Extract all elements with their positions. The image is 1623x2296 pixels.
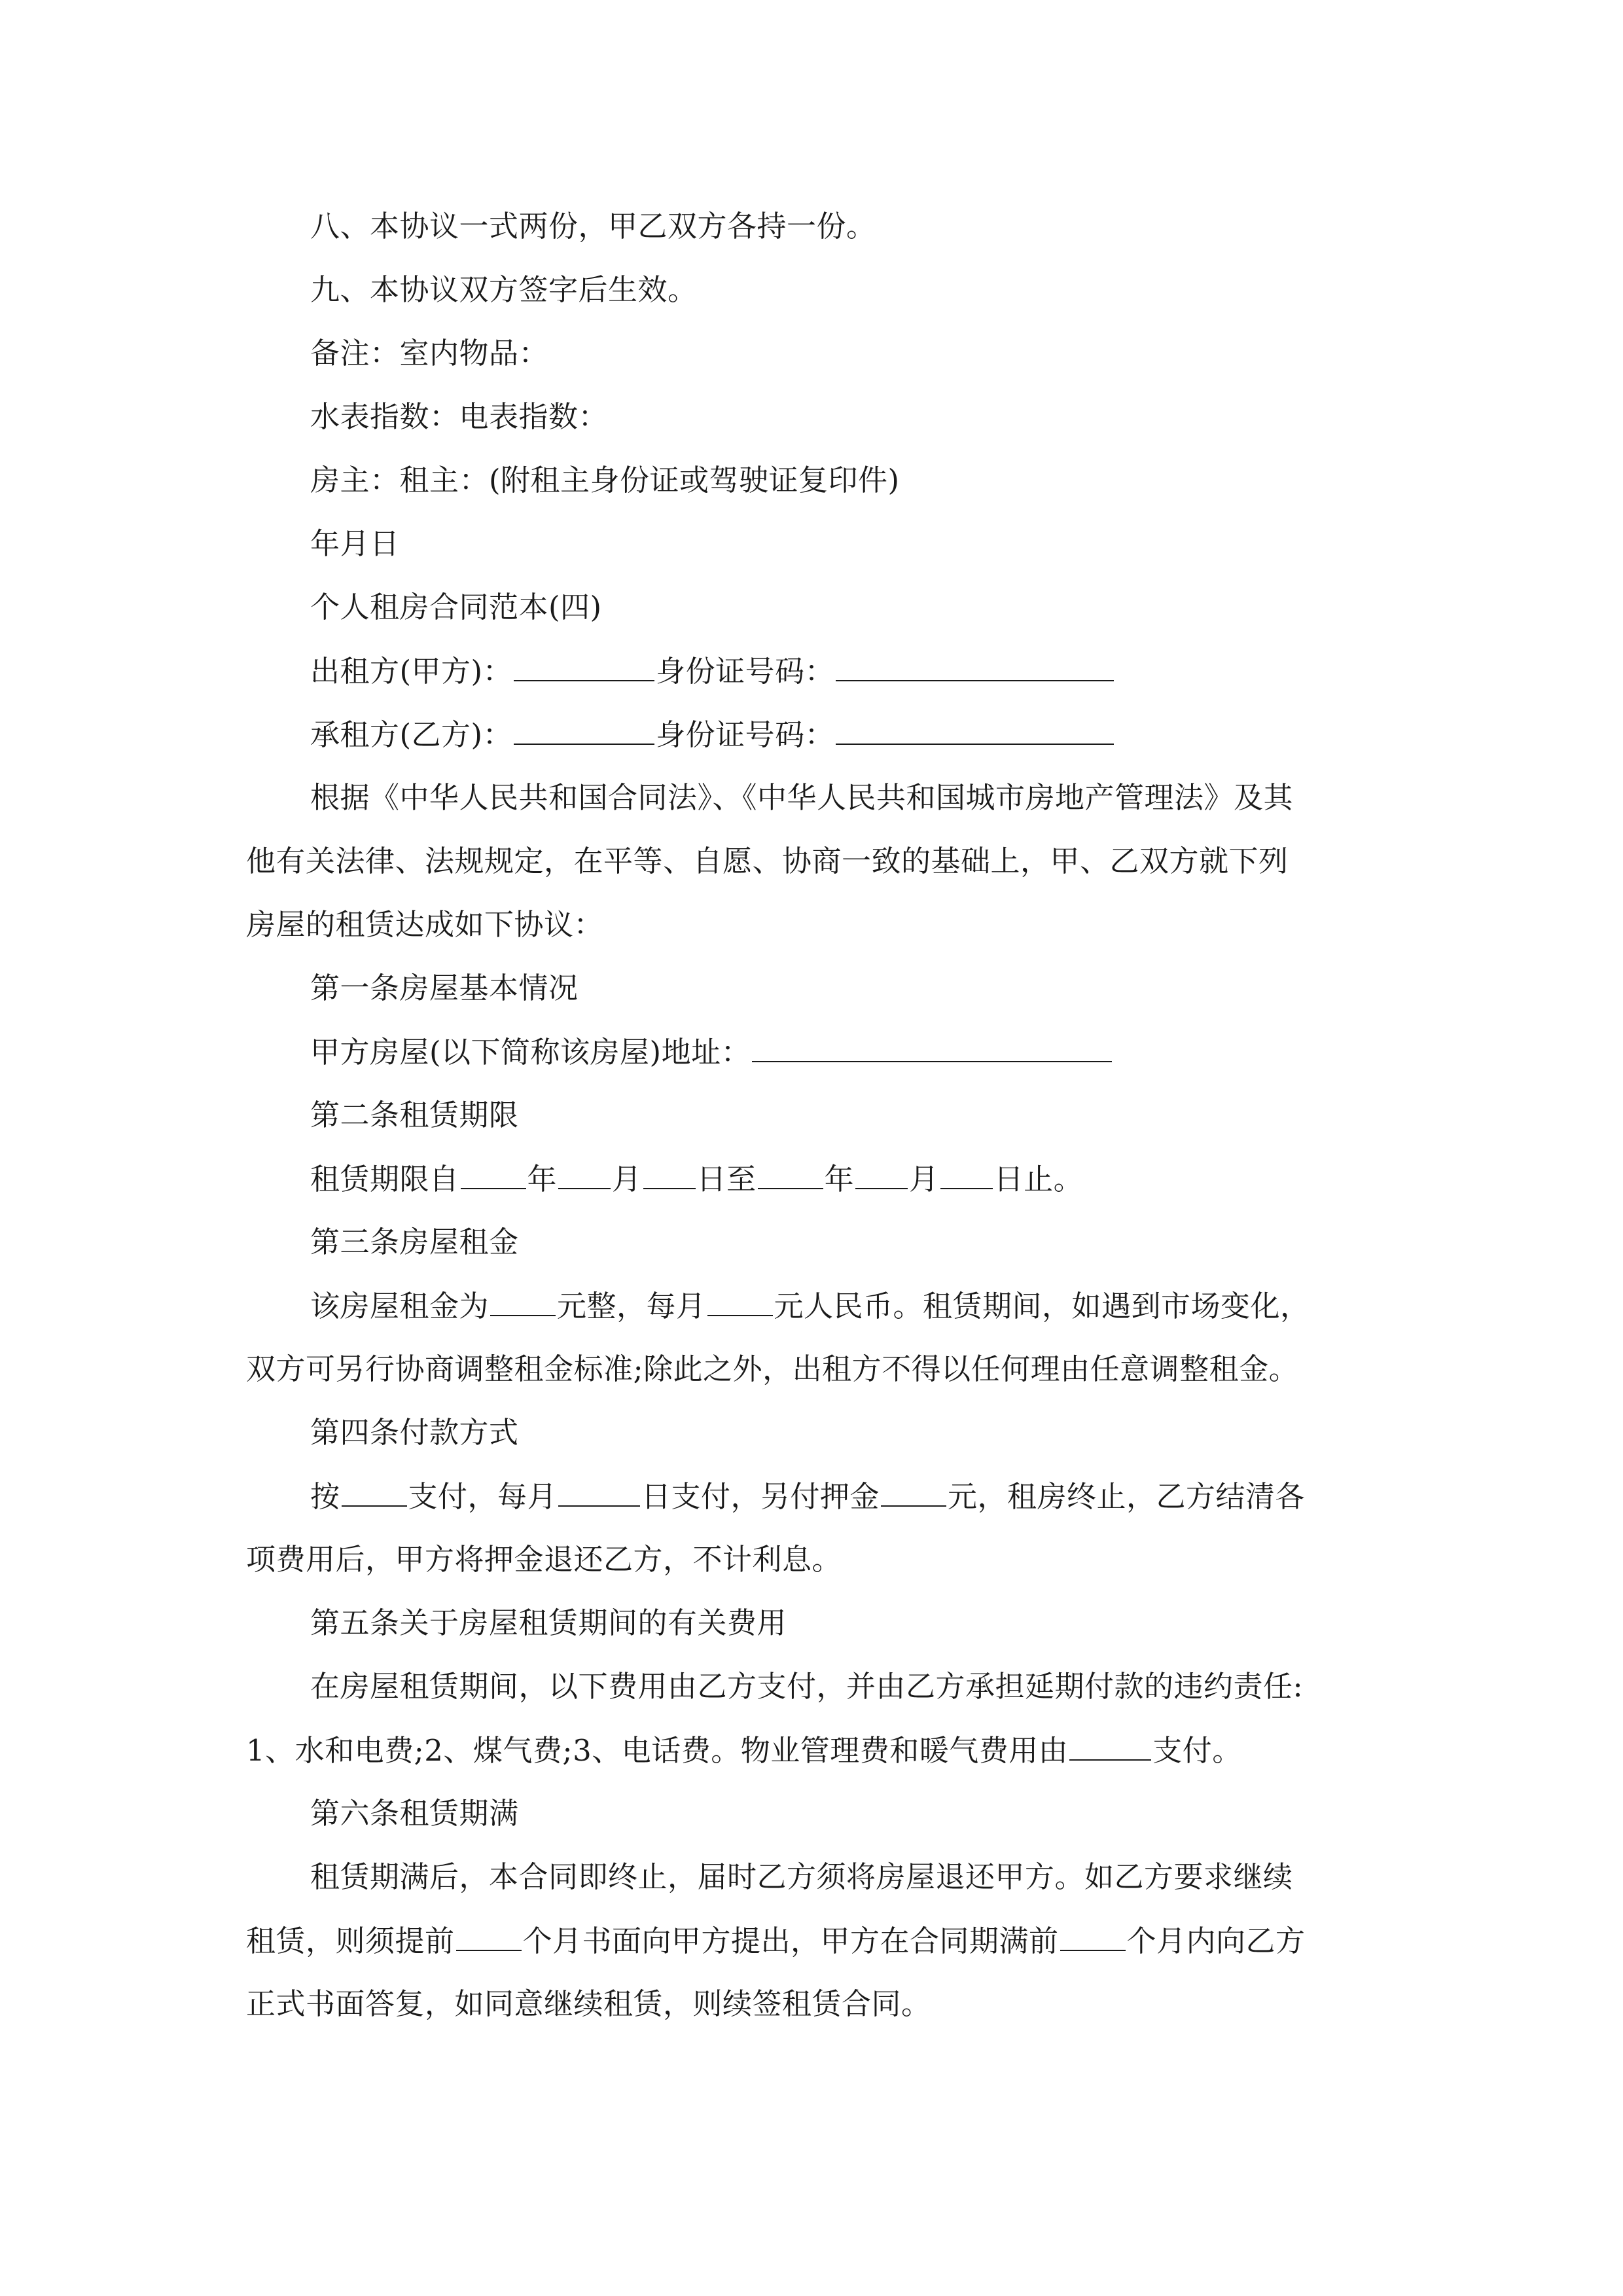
contract-title: 个人租房合同范本(四)	[310, 590, 602, 624]
article-two-heading: 第二条租赁期限	[310, 1098, 519, 1132]
rent-amount-label: 该房屋租金为	[310, 1289, 490, 1323]
rent-monthly-blank	[707, 1286, 773, 1316]
remark-indoor-items: 备注：室内物品：	[310, 336, 549, 370]
year-label: 年	[824, 1162, 855, 1196]
payment-day-blank	[558, 1477, 640, 1507]
lease-term-from: 租赁期限自	[310, 1162, 459, 1196]
payment-by-label: 按	[310, 1479, 340, 1514]
deposit-label: 日支付，另付押金	[641, 1479, 880, 1514]
reply-text: 个月内向乙方	[1126, 1924, 1306, 1958]
signature-parties: 房主：租主：(附租主身份证或驾驶证复印件)	[310, 463, 900, 497]
lessor-name-blank	[514, 651, 654, 681]
meter-readings: 水表指数：电表指数：	[310, 399, 609, 434]
lessor-label: 出租方(甲方)：	[310, 654, 513, 689]
article-one-heading: 第一条房屋基本情况	[310, 971, 579, 1005]
lessee-id-label: 身份证号码：	[656, 717, 835, 752]
deposit-terms-text: 元，租房终止，乙方结清各	[948, 1479, 1306, 1514]
month-label: 月	[909, 1162, 939, 1196]
month-label: 月	[612, 1162, 642, 1196]
year-label: 年	[527, 1162, 558, 1196]
lessor-id-label: 身份证号码：	[656, 654, 835, 689]
property-address-label: 甲方房屋(以下简称该房屋)地址：	[310, 1035, 751, 1069]
start-year-blank	[461, 1159, 526, 1189]
start-day-blank	[643, 1159, 696, 1189]
lessor-line	[310, 651, 1115, 691]
rent-line-2: 双方可另行协商调整租金标准;除此之外，出租方不得以任何理由任意调整租金。	[246, 1352, 1299, 1386]
fees-line-2	[246, 1731, 1242, 1770]
article-four-heading: 第四条付款方式	[310, 1415, 519, 1450]
expiry-line-2	[246, 1921, 1306, 1961]
lessee-id-blank	[836, 715, 1114, 745]
lessee-label: 承租方(乙方)：	[310, 717, 513, 752]
preamble-line-3: 房屋的租赁达成如下协议：	[246, 907, 604, 942]
preamble-line-2: 他有关法律、法规规定，在平等、自愿、协商一致的基础上，甲、乙双方就下列	[246, 844, 1289, 878]
preamble-line-1: 根据《中华人民共和国合同法》、《中华人民共和国城市房地产管理法》及其	[310, 780, 1294, 815]
start-month-blank	[558, 1159, 611, 1189]
article-five-heading: 第五条关于房屋租赁期间的有关费用	[310, 1605, 787, 1640]
clause-eight: 八、本协议一式两份，甲乙双方各持一份。	[310, 209, 876, 243]
lessee-name-blank	[514, 715, 654, 745]
rent-terms-text: 元人民币。租赁期间，如遇到市场变化，	[774, 1289, 1310, 1323]
property-address-blank	[752, 1032, 1112, 1062]
rent-line-1	[310, 1286, 1310, 1326]
renewal-months-blank	[456, 1921, 522, 1951]
expiry-line-3: 正式书面答复，如同意继续租赁，则续签租赁合同。	[246, 1986, 931, 2021]
rent-monthly-label: 元整，每月	[557, 1289, 706, 1323]
rent-total-blank	[490, 1286, 556, 1316]
deposit-amount-blank	[881, 1477, 946, 1507]
day-to-label: 日至	[696, 1162, 757, 1196]
fees-line-1: 在房屋租赁期间，以下费用由乙方支付，并由乙方承担延期付款的违约责任:	[310, 1669, 1304, 1704]
reply-months-blank	[1060, 1921, 1126, 1951]
lease-term-line	[310, 1159, 1083, 1199]
clause-nine: 九、本协议双方签字后生效。	[310, 272, 698, 307]
end-month-blank	[855, 1159, 908, 1189]
article-six-heading: 第六条租赁期满	[310, 1796, 519, 1831]
payment-line-1	[310, 1477, 1305, 1516]
renewal-notice-text: 个月书面向甲方提出，甲方在合同期满前	[522, 1924, 1059, 1958]
lessee-line	[310, 715, 1115, 755]
renewal-notice-label: 租赁，则须提前	[246, 1924, 455, 1958]
payment-monthly-label: 支付，每月	[408, 1479, 558, 1514]
fees-payer-blank	[1069, 1731, 1151, 1761]
fees-pay-label: 支付。	[1152, 1733, 1242, 1768]
payment-method-blank	[342, 1477, 407, 1507]
property-address-line	[310, 1032, 1113, 1072]
date-line: 年月日	[310, 526, 400, 561]
fees-list-text: 1、水和电费;2、煤气费;3、电话费。物业管理费和暖气费用由	[246, 1733, 1069, 1768]
payment-line-2: 项费用后，甲方将押金退还乙方，不计利息。	[246, 1542, 842, 1577]
expiry-line-1: 租赁期满后，本合同即终止，届时乙方须将房屋退还甲方。如乙方要求继续	[310, 1859, 1293, 1894]
end-day-blank	[940, 1159, 993, 1189]
article-three-heading: 第三条房屋租金	[310, 1225, 519, 1259]
lessor-id-blank	[836, 651, 1114, 681]
day-end-label: 日止。	[993, 1162, 1084, 1196]
end-year-blank	[758, 1159, 823, 1189]
